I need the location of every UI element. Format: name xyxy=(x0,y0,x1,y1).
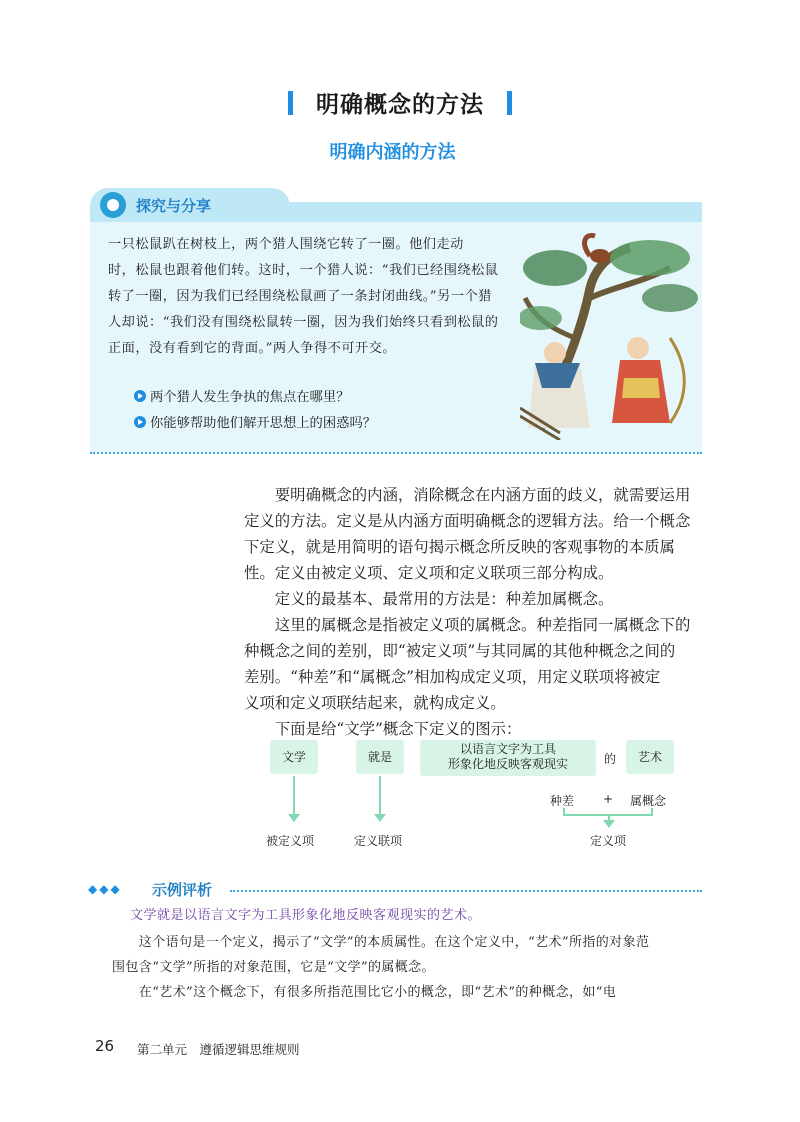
diagram-differentia-line1: 以语言文字为工具 xyxy=(459,742,556,756)
diagram-differentia-line2: 形象化地反映客观现实 xyxy=(447,757,568,771)
diagram-arrow-line xyxy=(379,776,381,816)
body-line: 定义的方法。定义是从内涵方面明确概念的逻辑方法。给一个概念 xyxy=(244,512,691,530)
title-block xyxy=(0,86,800,119)
diagram-label-copula: 定义联项 xyxy=(354,834,403,848)
explore-icon xyxy=(100,192,126,218)
page-title: 明确概念的方法 xyxy=(316,92,484,118)
question-1: 两个猎人发生争执的焦点在哪里？ xyxy=(150,390,350,405)
story-line: 一只松鼠趴在树枝上，两个猎人围绕它转了一圈。他们走动 xyxy=(108,237,464,252)
example-line: 围包含“文学”所指的对象范围，它是“文学”的属概念。 xyxy=(112,960,435,975)
play-circle-icon xyxy=(134,390,146,402)
story-line: 时，松鼠也跟着他们转。这时，一个猎人说：“我们已经围绕松鼠 xyxy=(108,263,499,278)
diagram-copula-box: 就是 xyxy=(356,740,404,774)
diagram-arrow-head xyxy=(288,814,300,822)
footer-unit-title: 第二单元 遵循逻辑思维规则 xyxy=(137,1042,300,1057)
story-line: 转了一圈，因为我们已经围绕松鼠画了一条封闭曲线。”另一个猎 xyxy=(108,289,492,304)
hunters-squirrel-illustration xyxy=(520,228,698,440)
title-bar-left xyxy=(288,91,293,115)
story-line: 人却说：“我们没有围绕松鼠转一圈，因为我们始终只看到松鼠的 xyxy=(108,315,499,330)
example-quote: 文学就是以语言文字为工具形象化地反映客观现实的艺术。 xyxy=(130,908,482,923)
play-circle-icon xyxy=(134,416,146,428)
page-number: 26 xyxy=(95,1037,115,1055)
diagram-label-differentia: 种差 xyxy=(550,794,575,808)
diagram-differentia-box xyxy=(420,740,596,776)
diagram-arrow-head xyxy=(603,820,615,828)
body-line: 种概念之间的差别，即“被定义项”与其同属的其他种概念之间的 xyxy=(244,642,676,660)
diagram-label-genus: 属概念 xyxy=(630,794,667,808)
story-line: 正面，没有看到它的背面。”两人争得不可开交。 xyxy=(108,341,397,356)
diamond-icon: ◆◆◆ xyxy=(88,882,122,896)
title-bar-right xyxy=(507,91,512,115)
example-dotted-divider xyxy=(230,890,702,892)
explore-title: 探究与分享 xyxy=(136,197,212,215)
body-line: 下定义，就是用简明的语句揭示概念所反映的客观事物的本质属 xyxy=(244,538,675,556)
diagram-label-definiendum: 被定义项 xyxy=(266,834,315,848)
diagram-particle: 的 xyxy=(604,752,617,766)
example-title: 示例评析 xyxy=(152,881,213,899)
body-line: 这里的属概念是指被定义项的属概念。种差指同一属概念下的 xyxy=(244,616,691,634)
diagram-arrow-head xyxy=(374,814,386,822)
body-line: 要明确概念的内涵，消除概念在内涵方面的歧义，就需要运用 xyxy=(244,486,691,504)
diagram-plus: + xyxy=(603,792,614,806)
example-line: 在“艺术”这个概念下，有很多所指范围比它小的概念，即“艺术”的种概念，如“电 xyxy=(112,985,617,1000)
body-line: 差别。“种差”和“属概念”相加构成定义项，用定义联项将被定 xyxy=(244,668,661,686)
body-line: 义项和定义项联结起来，就构成定义。 xyxy=(244,694,506,712)
body-line: 性。定义由被定义项、定义项和定义联项三部分构成。 xyxy=(244,564,614,582)
example-line: 这个语句是一个定义，揭示了“文学”的本质属性。在这个定义中，“艺术”所指的对象范 xyxy=(112,935,650,950)
diagram-arrow-line xyxy=(293,776,295,816)
body-line: 下面是给“文学”概念下定义的图示： xyxy=(244,720,522,738)
diagram-genus-box: 艺术 xyxy=(626,740,674,774)
diagram-term-box: 文学 xyxy=(270,740,318,774)
section-subtitle: 明确内涵的方法 xyxy=(329,142,456,163)
explore-dotted-divider xyxy=(90,452,702,454)
diagram-label-definiens: 定义项 xyxy=(590,834,627,848)
question-2: 你能够帮助他们解开思想上的困惑吗？ xyxy=(150,416,377,431)
body-line: 定义的最基本、最常用的方法是：种差加属概念。 xyxy=(244,590,614,608)
